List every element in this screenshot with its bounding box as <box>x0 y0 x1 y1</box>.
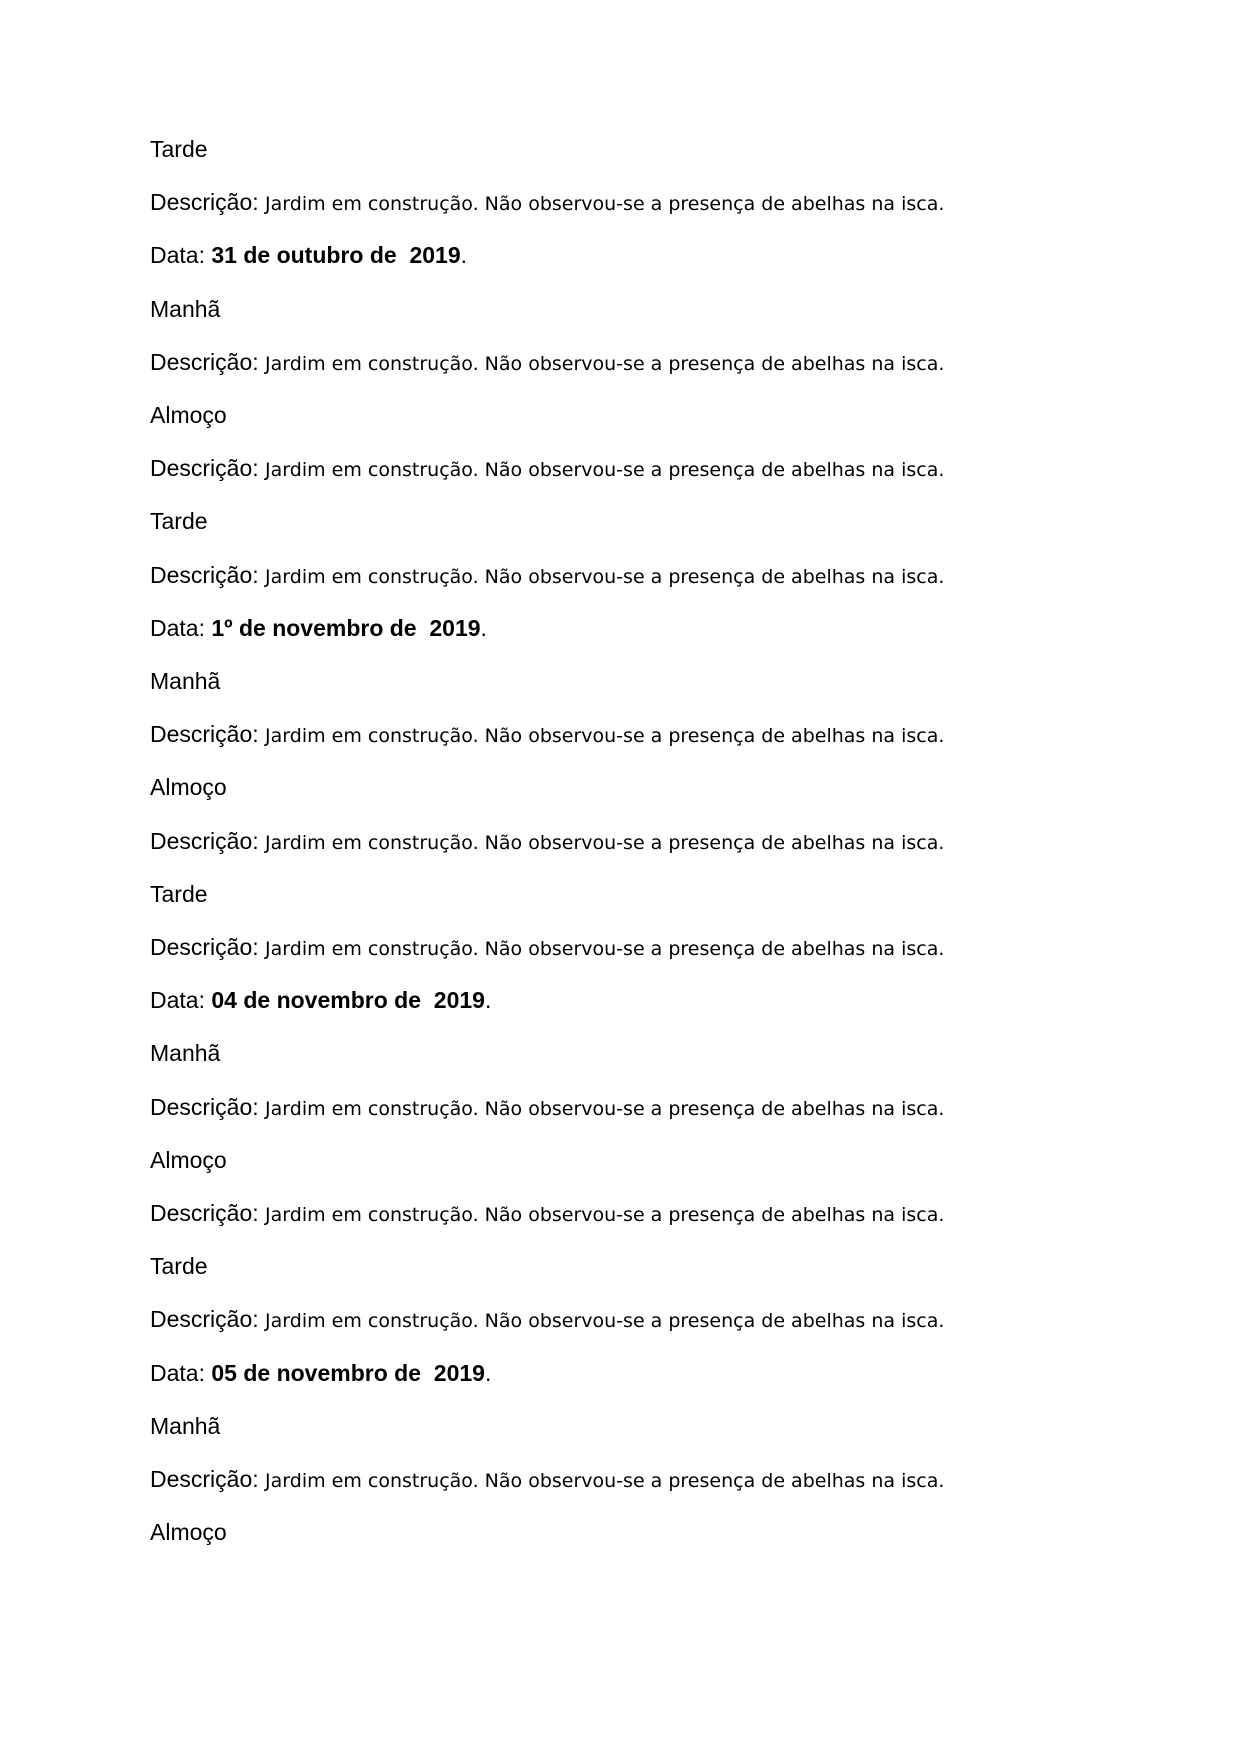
date-line <box>150 1359 491 1387</box>
date-line <box>150 614 487 642</box>
description-label: Descrição: <box>150 189 266 216</box>
description-text: Jardim em construção. Não observou-se a presença de abelhas na isca. <box>265 352 945 375</box>
period-heading: Almoço <box>150 1519 227 1546</box>
description-label: Descrição: <box>150 1200 266 1226</box>
description-label: Descrição: <box>150 721 266 748</box>
date-line <box>150 986 491 1014</box>
period-heading: Tarde <box>150 136 208 162</box>
description-line <box>150 933 944 963</box>
description-text: Jardim em construção. Não observou-se a presença de abelhas na isca. <box>265 565 945 588</box>
description-label: Descrição: <box>150 455 266 482</box>
date-suffix: . <box>484 987 492 1014</box>
description-line <box>150 188 944 218</box>
period-heading: Manhã <box>150 295 221 322</box>
date-suffix: . <box>484 1359 492 1386</box>
date-label: Data: <box>150 987 212 1014</box>
description-text: Jardim em construção. Não observou-se a presença de abelhas na isca. <box>265 938 945 960</box>
period-heading: Manhã <box>150 1040 221 1067</box>
period-heading: Almoço <box>150 774 227 801</box>
description-label: Descrição: <box>150 561 266 588</box>
date-value: 1º de novembro de 2019 <box>211 614 481 641</box>
description-label: Descrição: <box>150 1466 266 1492</box>
description-label: Descrição: <box>150 348 266 375</box>
description-text: Jardim em construção. Não observou-se a presença de abelhas na isca. <box>265 1470 945 1492</box>
description-text: Jardim em construção. Não observou-se a presença de abelhas na isca. <box>265 831 945 854</box>
description-text: Jardim em construção. Não observou-se a presença de abelhas na isca. <box>265 1097 945 1120</box>
description-line <box>150 348 944 378</box>
description-line <box>150 454 944 484</box>
description-line <box>150 720 944 750</box>
date-line <box>150 241 467 269</box>
period-heading: Tarde <box>150 1253 208 1280</box>
description-line <box>150 1199 944 1229</box>
date-suffix: . <box>460 242 468 269</box>
period-heading: Tarde <box>150 880 208 907</box>
description-line <box>150 1093 944 1123</box>
description-line <box>150 827 944 857</box>
description-text: Jardim em construção. Não observou-se a presença de abelhas na isca. <box>265 725 945 748</box>
description-label: Descrição: <box>150 1306 266 1333</box>
date-label: Data: <box>150 1359 212 1386</box>
date-value: 04 de novembro de 2019 <box>211 987 485 1014</box>
period-heading: Tarde <box>150 508 208 535</box>
date-label: Data: <box>150 614 212 641</box>
description-label: Descrição: <box>150 934 266 960</box>
description-text: Jardim em construção. Não observou-se a presença de abelhas na isca. <box>265 1204 945 1226</box>
description-line <box>150 1465 944 1495</box>
period-heading: Almoço <box>150 402 227 428</box>
description-line <box>150 561 944 591</box>
date-value: 05 de novembro de 2019 <box>211 1359 485 1386</box>
description-label: Descrição: <box>150 827 266 854</box>
date-suffix: . <box>480 614 487 641</box>
description-line <box>150 1305 944 1335</box>
description-label: Descrição: <box>150 1093 266 1120</box>
period-heading: Manhã <box>150 1412 221 1439</box>
period-heading: Almoço <box>150 1146 227 1173</box>
description-text: Jardim em construção. Não observou-se a presença de abelhas na isca. <box>265 1310 945 1333</box>
date-value: 31 de outubro de 2019 <box>211 242 461 269</box>
date-label: Data: <box>150 242 212 269</box>
description-text: Jardim em construção. Não observou-se a presença de abelhas na isca. <box>265 193 945 216</box>
period-heading: Manhã <box>150 668 221 694</box>
description-text: Jardim em construção. Não observou-se a presença de abelhas na isca. <box>265 459 945 482</box>
